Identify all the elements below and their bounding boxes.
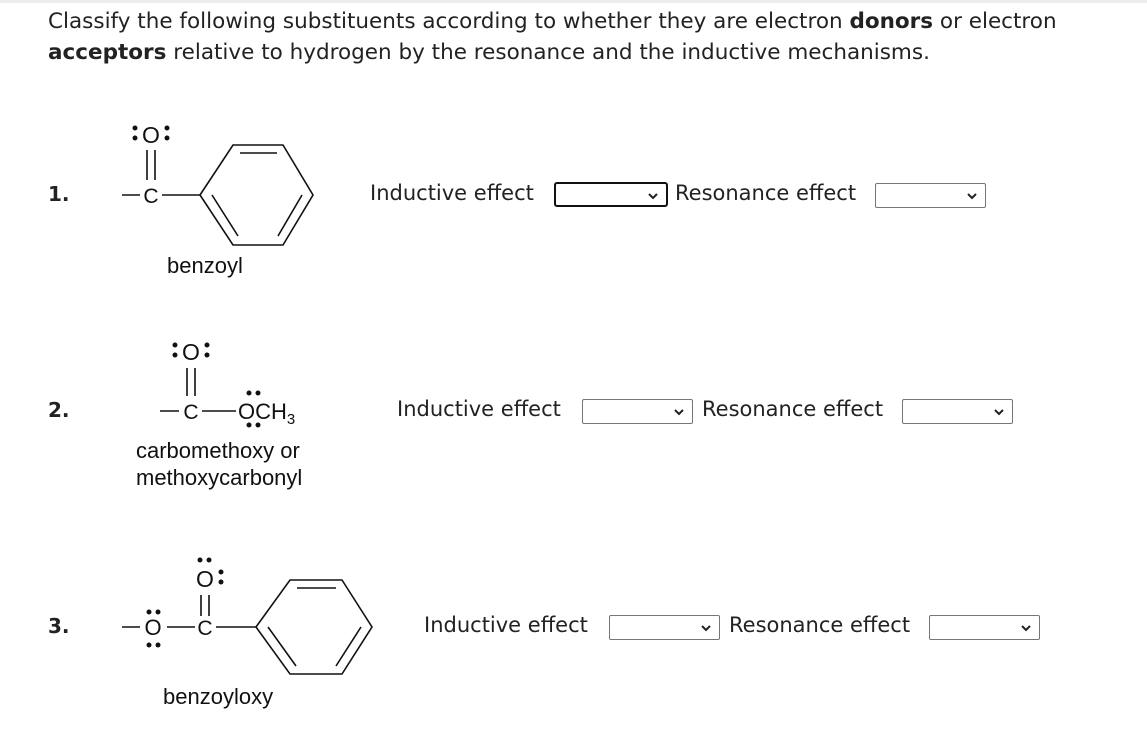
substituent-name-3: benzoyloxy bbox=[163, 684, 274, 709]
question-number-1: 1. bbox=[48, 182, 70, 206]
carbonyl-oxygen-label: O bbox=[142, 122, 160, 148]
carbomethoxy-structure bbox=[160, 339, 295, 428]
chevron-down-icon bbox=[673, 406, 685, 418]
substituent-name-1: benzoyl bbox=[167, 253, 243, 278]
question-number-3: 3. bbox=[48, 614, 70, 638]
inductive-effect-select-1[interactable] bbox=[554, 182, 668, 207]
chevron-down-icon bbox=[700, 622, 712, 634]
inductive-effect-label-3: Inductive effect bbox=[424, 613, 588, 637]
substituent-name-2a: carbomethoxy or bbox=[136, 438, 300, 463]
carbonyl-carbon-label-2: C bbox=[183, 401, 199, 424]
carbonyl-carbon-label-3: C bbox=[197, 617, 213, 640]
chevron-down-icon bbox=[1020, 622, 1032, 634]
prompt-bold-donors: donors bbox=[849, 9, 934, 34]
prompt-text-2: or electron bbox=[933, 9, 1057, 34]
benzoyl-structure bbox=[122, 122, 313, 245]
chevron-down-icon bbox=[993, 406, 1005, 418]
resonance-effect-select-2[interactable] bbox=[902, 399, 1013, 424]
prompt-text-3: relative to hydrogen by the resonance and the inductive mechanisms. bbox=[166, 40, 930, 65]
resonance-effect-select-3[interactable] bbox=[929, 615, 1040, 640]
ester-oxygen-label-3: O bbox=[144, 615, 162, 640]
carbonyl-oxygen-label-3: O bbox=[196, 566, 214, 592]
substituent-name-2b: methoxycarbonyl bbox=[136, 465, 303, 490]
resonance-effect-label-2: Resonance effect bbox=[702, 397, 884, 421]
benzoyloxy-structure bbox=[122, 558, 372, 675]
resonance-effect-label-3: Resonance effect bbox=[729, 613, 911, 637]
ester-oxygen-label: $OCH_3$ bbox=[238, 399, 296, 428]
carbonyl-carbon-label: C bbox=[143, 185, 159, 208]
prompt-bold-acceptors: acceptors bbox=[48, 40, 167, 65]
question-number-2: 2. bbox=[48, 398, 70, 422]
inductive-effect-label-1: Inductive effect bbox=[370, 181, 534, 205]
carbonyl-oxygen-label-2: O bbox=[182, 339, 200, 365]
inductive-effect-select-2[interactable] bbox=[582, 399, 693, 424]
chevron-down-icon bbox=[647, 190, 659, 202]
chevron-down-icon bbox=[966, 190, 978, 202]
resonance-effect-label-1: Resonance effect bbox=[675, 181, 857, 205]
prompt-text-1: Classify the following substituents according to whether they are electron bbox=[48, 9, 850, 34]
inductive-effect-label-2: Inductive effect bbox=[397, 397, 561, 421]
resonance-effect-select-1[interactable] bbox=[875, 183, 986, 208]
inductive-effect-select-3[interactable] bbox=[609, 615, 720, 640]
